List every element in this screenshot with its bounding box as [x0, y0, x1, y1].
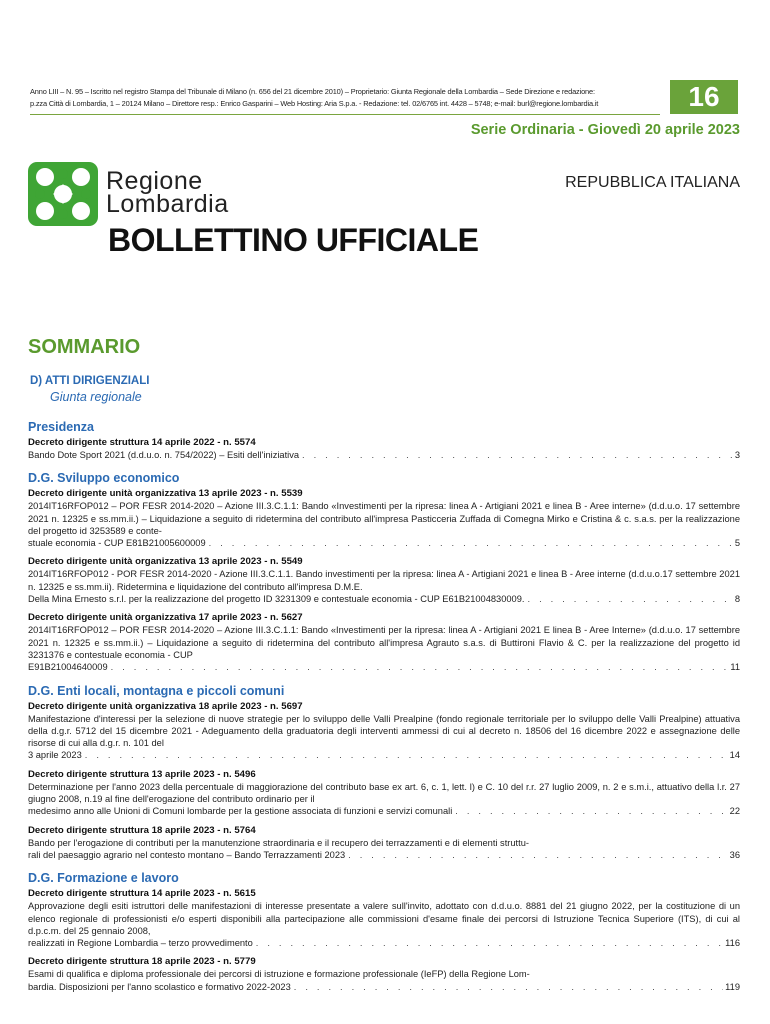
toc-entry-title: Decreto dirigente unità organizzativa 13 aprile 2023 - n. 5549 — [28, 556, 303, 568]
toc-dot-leader — [299, 449, 733, 461]
toc-entry-description: Approvazione degli esiti istruttori delle manifestazioni di interesse presentate a valere sull'invito, adottato con d.d.u.o. 8881 del 21 giugno 2022, per la costituzione di un elenco regionale di professionisti e/o esperti disponibili alla partecipazione alle commissioni d'esame finale dei percorsi di Istruzione Tecnica Superiore (ITS), di cui al d.p.c.m. del 25 gennaio 2008, — [28, 901, 740, 936]
toc-entry-title: Decreto dirigente unità organizzativa 17 aprile 2023 - n. 5627 — [28, 612, 303, 624]
toc-entry-title: Decreto dirigente struttura 14 aprile 2023 - n. 5615 — [28, 888, 256, 900]
toc-entry-final-line — [28, 449, 740, 461]
toc-page-number[interactable]: 116 — [725, 938, 740, 949]
toc-entry-title: Decreto dirigente unità organizzativa 18 aprile 2023 - n. 5697 — [28, 700, 303, 712]
toc-dot-leader — [345, 849, 727, 861]
masthead-info-line-1: Anno LIII – N. 95 – Iscritto nel registro Stampa del Tribunale di Milano (n. 656 del 21 dicembre 2010) – Proprietario: Giunta Regionale della Lombardia – Sede Direzione e redazione: — [30, 87, 595, 96]
toc-entry[interactable] — [28, 556, 740, 605]
logo-line-1: Regione — [106, 167, 203, 195]
toc-dot-leader — [525, 593, 733, 605]
toc-entry-final-line — [28, 937, 740, 949]
toc-entry[interactable] — [28, 488, 740, 549]
table-of-contents — [28, 420, 740, 1000]
toc-page-number[interactable]: 119 — [725, 981, 740, 992]
toc-page-number[interactable]: 36 — [729, 849, 740, 860]
masthead-info — [30, 86, 660, 115]
toc-page-number[interactable]: 11 — [730, 662, 740, 673]
toc-entry-final-line — [28, 805, 740, 817]
logo-wordmark — [106, 167, 229, 218]
toc-page-number[interactable]: 14 — [729, 750, 740, 761]
toc-entry[interactable] — [28, 888, 740, 949]
toc-entry-final-line — [28, 849, 740, 861]
toc-entry-description: Manifestazione d'interessi per la selezione di nuove strategie per lo sviluppo delle Valli Prealpine (fondo regionale territoriale per lo sviluppo delle Valli Prealpine) attuativa della d.g.r. 5712 del 15 dicembre 2021 - Adeguamento della graduatoria degli interventi ammessi di cui al decreto n. 18506 del 16 dicembre 2022 e assegnazione delle risorse di cui alla d.g.r. n. 101 del — [28, 713, 740, 749]
toc-entry-final-line — [28, 749, 740, 761]
toc-page-number[interactable]: 8 — [734, 594, 740, 605]
toc-entry-description: Esami di qualifica e diploma professionale dei percorsi di istruzione e formazione professionale (IeFP) della Regione Lom- — [28, 969, 530, 980]
toc-entry-final-line — [28, 593, 740, 605]
logo-line-2: Lombardia — [106, 190, 229, 218]
toc-entry-description: Bando per l'erogazione di contributi per la manutenzione straordinaria e il recupero dei terrazzamenti e di elementi struttu- — [28, 837, 529, 848]
toc-entry[interactable] — [28, 437, 740, 461]
toc-entry[interactable] — [28, 956, 740, 993]
toc-entry-title: Decreto dirigente struttura 14 aprile 2022 - n. 5574 — [28, 437, 256, 448]
toc-group-heading: D.G. Sviluppo economico — [28, 471, 180, 486]
serie-date: Serie Ordinaria - Giovedì 20 aprile 2023 — [470, 122, 740, 138]
section-subtitle: Giunta regionale — [50, 390, 142, 404]
toc-entry[interactable] — [28, 701, 740, 762]
toc-dot-leader — [291, 981, 723, 993]
toc-entry-description-end: rali del paesaggio agrario nel contesto montano – Bando Terrazzamenti 2023 — [28, 849, 346, 860]
toc-group-heading: Presidenza — [28, 420, 95, 434]
toc-entry-description: 2014IT16RFOP012 – POR FESR 2014-2020 – Azione III.3.C.1.1: Bando «Investimenti per la ripresa: linea A - Artigiani 2021 e linea B - Aree interne» (d.d.u.o. 17 settembre 2021 n. 12325 e ss.mm.ii.) – Liquidazione a seguito di ridetermina del contributo all'impresa Pasticceria Zuffada di Comegna Mirko e Cristina & c. s.a.s. per la realizzazione del progetto id 3253589 e conte- — [28, 501, 740, 536]
toc-entry[interactable] — [28, 612, 740, 673]
issue-number-badge: 16 — [670, 80, 738, 114]
toc-entry-final-line — [28, 981, 740, 993]
toc-entry-title: Decreto dirigente struttura 18 aprile 2023 - n. 5764 — [28, 824, 256, 836]
toc-entry[interactable] — [28, 769, 740, 818]
masthead-info-line-2: p.zza Città di Lombardia, 1 – 20124 Milano – Direttore resp.: Enrico Gasparini – Web Hosting: Aria S.p.a. - Redazione: tel. 02/6765 int. 4428 – 5748; e-mail: burl@regione.lombardia.it — [30, 99, 599, 108]
toc-dot-leader — [452, 805, 727, 817]
toc-entry-title: Decreto dirigente struttura 13 aprile 2023 - n. 5496 — [28, 768, 256, 780]
toc-page-number[interactable]: 5 — [734, 538, 740, 549]
toc-group-heading: D.G. Enti locali, montagna e piccoli comuni — [28, 683, 285, 698]
toc-entry-title: Decreto dirigente unità organizzativa 13 aprile 2023 - n. 5539 — [28, 488, 303, 500]
sommario-heading: SOMMARIO — [28, 336, 141, 358]
toc-entry-description-end: medesimo anno alle Unioni di Comuni lombarde per la gestione associata di funzioni e servizi comunali — [28, 806, 453, 817]
toc-entry-final-line — [28, 537, 740, 549]
toc-dot-leader — [206, 537, 733, 549]
toc-entry-final-line — [28, 661, 740, 673]
toc-page-number[interactable]: 22 — [729, 806, 740, 817]
repubblica-label: REPUBBLICA ITALIANA — [565, 174, 740, 191]
toc-page-number[interactable]: 3 — [734, 450, 740, 460]
toc-entry-title: Decreto dirigente struttura 18 aprile 2023 - n. 5779 — [28, 956, 256, 968]
toc-entry-description: Determinazione per l'anno 2023 della percentuale di maggiorazione del contributo base ex art. 6, c. 1, lett. l) e C. 10 del r.r. 27 luglio 2009, n. 2 e s.m.i., attuativo della l.r. 27 giugno 2008, n.19 al fine dell'erogazione del contributo ordinario per il — [28, 781, 740, 805]
toc-entry-description-end: Bando Dote Sport 2021 (d.d.u.o. n. 754/2022) – Esiti dell'iniziativa — [28, 450, 300, 460]
toc-entry-description-end: 3 aprile 2023 — [28, 750, 82, 761]
toc-entry-description-end: stuale economia - CUP E81B21005600009 — [28, 538, 206, 549]
regione-lombardia-logo-icon — [28, 162, 98, 226]
toc-entry[interactable] — [28, 825, 740, 862]
toc-group-heading: D.G. Formazione e lavoro — [28, 871, 179, 886]
page-title: BOLLETTINO UFFICIALE — [108, 222, 479, 258]
toc-entry-description-end: Della Mina Ernesto s.r.l. per la realizzazione del progetto ID 3231309 e contestuale economia - CUP E61B21004830009. — [28, 594, 525, 605]
toc-entry-description-end: bardia. Disposizioni per l'anno scolastico e formativo 2022-2023 — [28, 981, 291, 992]
toc-entry-description-end: realizzati in Regione Lombardia – terzo provvedimento — [28, 938, 253, 949]
section-heading — [30, 375, 149, 404]
toc-dot-leader — [253, 937, 723, 949]
toc-dot-leader — [82, 749, 728, 761]
toc-entry-description: 2014IT16RFOP012 – POR FESR 2014-2020 – Azione III.3.C.1.1: Bando «Investimenti per la ripresa: linea A - Artigiani 2021 E linea B - Aree Interne» (d.d.u.o. 17 settembre 2021 n. 12325 e ss.mm.ii.) – Liquidazione a seguito di ridetermina del contributo all'impresa Agrauto s.a.s. di Buttironi Flavio & C. per la realizzazione del progetto id 3231376 e contestuale economia - CUP — [28, 625, 740, 660]
toc-entry-description: 2014IT16RFOP012 - POR FESR 2014-2020 - Azione III.3.C.1.1. Bando investimenti per la ripresa: linea A - Artigiani 2021 e linea B - Aree interne (d.d.u.o.17 settembre 2021 n. 12325 e ss.mm.ii). Ridetermina e liquidazione del contributo all'impresa D.M.E. — [28, 569, 740, 592]
section-title: D) ATTI DIRIGENZIALI — [30, 375, 150, 387]
toc-entry-description-end: E91B21004640009 — [28, 662, 108, 673]
toc-dot-leader — [108, 661, 729, 673]
